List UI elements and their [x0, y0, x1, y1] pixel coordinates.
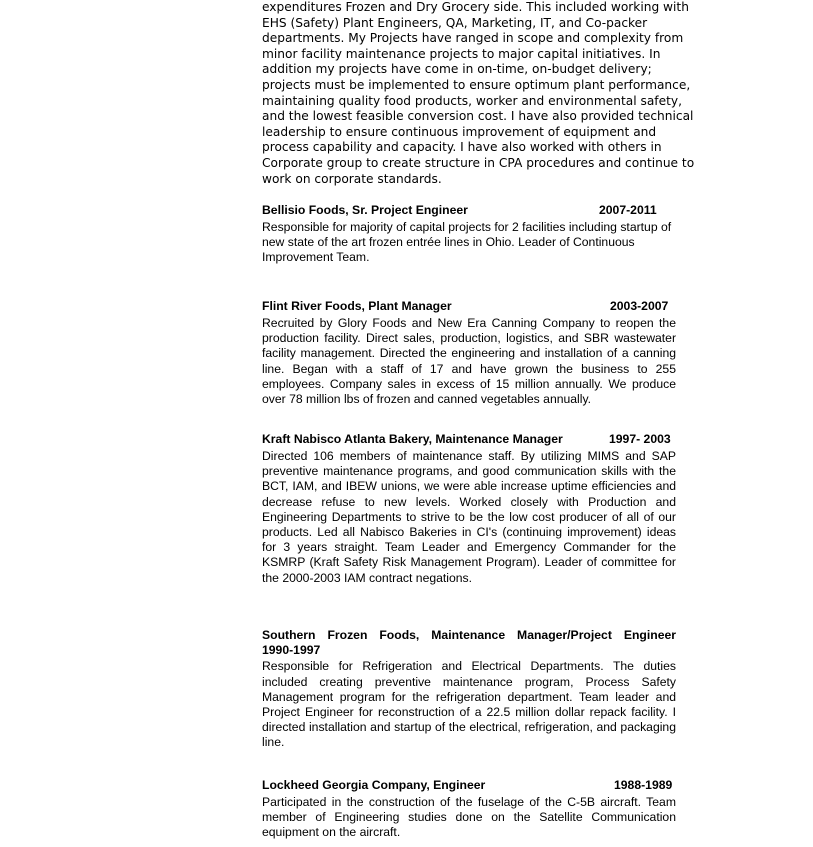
summary-line: minor facility maintenance projects to major capital initiatives. In: [262, 46, 661, 61]
job-entry-kraft-nabisco: [262, 432, 676, 586]
summary-line: addition my projects have come in on-time, on-budget delivery;: [262, 62, 652, 77]
job-description: Directed 106 members of maintenance staff. By utilizing MIMS and SAP preventive maintenance programs, and good communication skills with the BCT, IAM, and IBEW unions, we were able increase uptime efficiencies and decrease refuse to new levels. Worked closely with Production and Engineering Departments to strive to be the low cost producer of all of our products. Led all Nabisco Bakeries in CI's (continuing improvement) ideas for 3 years straight. Team Leader and Emergency Commander for the KSMRP (Kraft Safety Risk Management Program). Leader of committee for the 2000-2003 IAM contract negations.: [262, 449, 676, 585]
job-heading: [262, 203, 682, 219]
job-entry-bellisio: [262, 203, 682, 266]
job-dates: 2007-2011: [599, 203, 657, 217]
job-dates: 1988-1989: [614, 778, 673, 792]
job-description: Responsible for majority of capital projects for 2 facilities including startup of new state of the art frozen entrée lines in Ohio. Leader of Continuous Improvement Team.: [262, 220, 672, 265]
job-title: Flint River Foods, Plant Manager: [262, 299, 452, 313]
summary-line: departments. My Projects have ranged in scope and complexity from: [262, 31, 684, 46]
job-heading: [262, 628, 676, 658]
job-description: Responsible for Refrigeration and Electrical Departments. The duties included creating preventive maintenance program, Process Safety Management program for the refrigeration department. Team leader and Project Engineer for reconstruction of a 22.5 million dollar repack facility. I directed installation and startup of the electrical, refrigeration, and packaging line.: [262, 659, 676, 750]
job-entry-flint-river: [262, 299, 676, 407]
job-description: Recruited by Glory Foods and New Era Canning Company to reopen the production facility. Direct sales, production, logistics, and SBR wastewater facility management. Directed the engineering and installation of a canning line. Began with a staff of 17 and have grown the business to 255 employees. Company sales in excess of 15 million annually. We produce over 78 million lbs of frozen and canned vegetables annually.: [262, 316, 676, 407]
summary-line: process capability and capacity. I have also worked with others in: [262, 140, 662, 155]
summary-line: EHS (Safety) Plant Engineers, QA, Marketing, IT, and Co-packer: [262, 15, 648, 30]
job-dates: 1997- 2003: [609, 432, 671, 446]
job-heading: [262, 299, 676, 315]
summary-line: projects must be implemented to ensure optimum plant performance,: [262, 77, 691, 92]
experience-summary-paragraph: [262, 0, 695, 187]
job-entry-southern-frozen: [262, 628, 676, 751]
job-title: Bellisio Foods, Sr. Project Engineer: [262, 203, 468, 217]
job-title: Southern Frozen Foods, Maintenance Manager/Project Engineer: [262, 628, 676, 642]
summary-line: leadership to ensure continuous improvement of equipment and: [262, 124, 657, 139]
job-title: Kraft Nabisco Atlanta Bakery, Maintenance Manager: [262, 432, 563, 446]
summary-line: and the lowest feasible conversion cost. I have also provided technical: [262, 109, 694, 124]
summary-line: Corporate group to create structure in CPA procedures and continue to: [262, 155, 695, 170]
summary-line: expenditures Frozen and Dry Grocery side. This included working with: [262, 0, 689, 14]
summary-line: work on corporate standards.: [262, 171, 442, 186]
job-heading: [262, 432, 676, 448]
job-dates: 2003-2007: [610, 299, 669, 313]
job-description: Participated in the construction of the fuselage of the C-5B aircraft. Team member of Engineering studies done on the Satellite Communication equipment on the aircraft.: [262, 795, 676, 840]
job-entry-lockheed: [262, 778, 676, 841]
job-heading: [262, 778, 676, 794]
summary-line: maintaining quality food products, worker and environmental safety,: [262, 93, 682, 108]
job-dates: 1990-1997: [262, 643, 321, 658]
job-title: Lockheed Georgia Company, Engineer: [262, 778, 486, 792]
